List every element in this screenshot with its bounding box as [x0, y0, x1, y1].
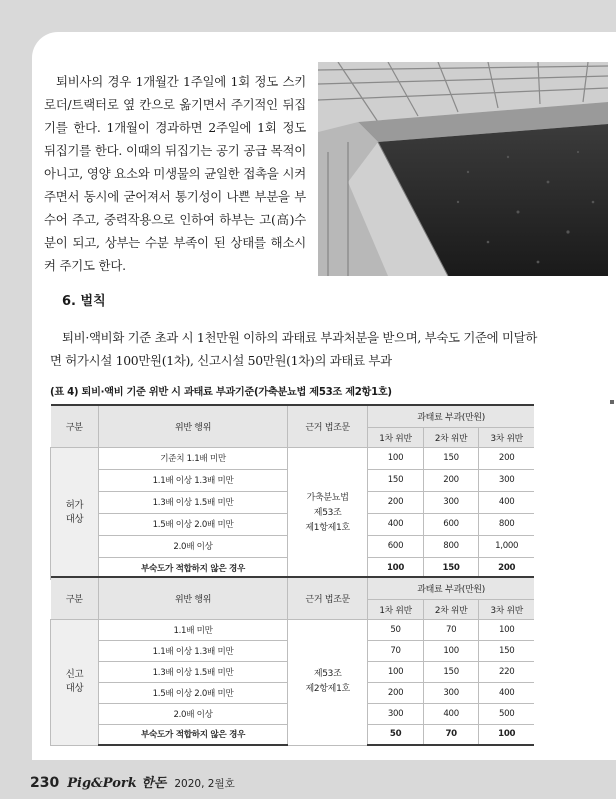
header-fine: 과태료 부과(만원)	[368, 577, 534, 599]
group-label-report: 신고 대상	[51, 619, 99, 745]
fine-cell: 400	[423, 703, 479, 724]
intro-paragraph: 퇴비사의 경우 1개월간 1주일에 1회 정도 스키로더/트랙터로 옆 칸으로 옮기면서 주기적인 뒤집기를 한다. 1개월이 경과하면 2주일에 1회 정도 뒤집기를 한다. 이때의 뒤집기는 공기 공급 목적이 아니고, 영양 요소와 미생물의 균일한 접촉을 시켜 주면서 동시에 굳어져서 통기성이 나쁜 부분을 부수어 주고, 중력작용으로 인하여 하부는 고(高)수분이 되고, 상부는 수분 부족이 된 상태를 해소시켜 주기도 한다.	[44, 74, 306, 273]
table-row	[51, 447, 535, 469]
section-paragraph: 퇴비·액비화 기준 초과 시 1천만원 이하의 과태료 부과처분을 받으며, 부숙도 기준에 미달하면 허가시설 100만원(1차), 신고시설 50만원(1차)의 과태료 부과	[50, 330, 537, 368]
fine-cell: 50	[368, 724, 424, 745]
fine-cell: 200	[479, 447, 534, 469]
group-label-permit: 허가 대상	[51, 447, 99, 579]
fine-cell: 100	[368, 447, 424, 469]
fine-cell: 300	[479, 469, 534, 491]
violation-cell: 1.1배 미만	[99, 619, 288, 640]
header-violation: 위반 행위	[99, 405, 288, 447]
header-third: 3차 위반	[479, 427, 534, 447]
header-third: 3차 위반	[479, 599, 534, 619]
violation-cell: 2.0배 이상	[99, 535, 288, 557]
violation-cell: 1.5배 이상 2.0배 미만	[99, 682, 288, 703]
compost-barn-illustration	[318, 62, 608, 276]
header-law: 근거 법조문	[288, 577, 368, 619]
header-second: 2차 위반	[423, 599, 479, 619]
fine-cell: 150	[423, 557, 479, 579]
fine-cell: 400	[368, 513, 424, 535]
page-footer	[30, 772, 235, 791]
violation-cell: 기준치 1.1배 미만	[99, 447, 288, 469]
law-cell-report: 제53조 제2항제1호	[288, 619, 368, 745]
violation-cell: 1.1배 이상 1.3배 미만	[99, 640, 288, 661]
fine-cell: 100	[479, 619, 534, 640]
fine-cell: 200	[479, 557, 534, 579]
violation-cell: 1.3배 이상 1.5배 미만	[99, 661, 288, 682]
header-violation: 위반 행위	[99, 577, 288, 619]
fine-cell: 300	[368, 703, 424, 724]
section-title: 6. 벌칙	[62, 294, 106, 309]
fine-cell: 70	[423, 724, 479, 745]
header-group: 구분	[51, 405, 99, 447]
header-second: 2차 위반	[423, 427, 479, 447]
fine-cell: 1,000	[479, 535, 534, 557]
fine-cell: 300	[423, 682, 479, 703]
fine-cell: 70	[423, 619, 479, 640]
fine-cell: 800	[479, 513, 534, 535]
header-law: 근거 법조문	[288, 405, 368, 447]
report-fine-table	[50, 576, 534, 746]
permit-fine-table	[50, 404, 534, 580]
header-group: 구분	[51, 577, 99, 619]
fine-cell: 600	[368, 535, 424, 557]
violation-cell: 1.1배 이상 1.3배 미만	[99, 469, 288, 491]
margin-mark	[610, 400, 614, 404]
fine-cell: 220	[479, 661, 534, 682]
fine-cell: 600	[423, 513, 479, 535]
page-number: 230	[30, 775, 60, 791]
fine-cell: 500	[479, 703, 534, 724]
magazine-logo: Pig&Pork 한돈	[67, 776, 167, 791]
fine-cell: 100	[368, 661, 424, 682]
fine-cell: 800	[423, 535, 479, 557]
issue-date: 2020, 2월호	[174, 778, 235, 790]
header-first: 1차 위반	[368, 599, 424, 619]
fine-cell: 150	[479, 640, 534, 661]
header-fine: 과태료 부과(만원)	[368, 405, 534, 427]
fine-cell: 300	[423, 491, 479, 513]
fine-cell: 200	[423, 469, 479, 491]
table-caption: (표 4) 퇴비·액비 기준 위반 시 과태료 부과기준(가축분뇨법 제53조 제2항1호)	[50, 387, 392, 398]
violation-cell: 부숙도가 적합하지 않은 경우	[99, 557, 288, 579]
fine-cell: 150	[423, 447, 479, 469]
fine-cell: 100	[479, 724, 534, 745]
table-row	[51, 619, 535, 640]
fine-cell: 100	[423, 640, 479, 661]
fine-cell: 200	[368, 491, 424, 513]
fine-cell: 150	[368, 469, 424, 491]
header-first: 1차 위반	[368, 427, 424, 447]
fine-cell: 150	[423, 661, 479, 682]
violation-cell: 2.0배 이상	[99, 703, 288, 724]
fine-cell: 50	[368, 619, 424, 640]
fine-cell: 400	[479, 682, 534, 703]
fine-cell: 200	[368, 682, 424, 703]
law-cell-permit: 가축분뇨법 제53조 제1항제1호	[288, 447, 368, 579]
violation-cell: 1.3배 이상 1.5배 미만	[99, 491, 288, 513]
fine-cell: 100	[368, 557, 424, 579]
violation-cell: 1.5배 이상 2.0배 미만	[99, 513, 288, 535]
fine-cell: 70	[368, 640, 424, 661]
violation-cell: 부숙도가 적합하지 않은 경우	[99, 724, 288, 745]
compost-barn-photo	[318, 62, 608, 276]
fine-cell: 400	[479, 491, 534, 513]
